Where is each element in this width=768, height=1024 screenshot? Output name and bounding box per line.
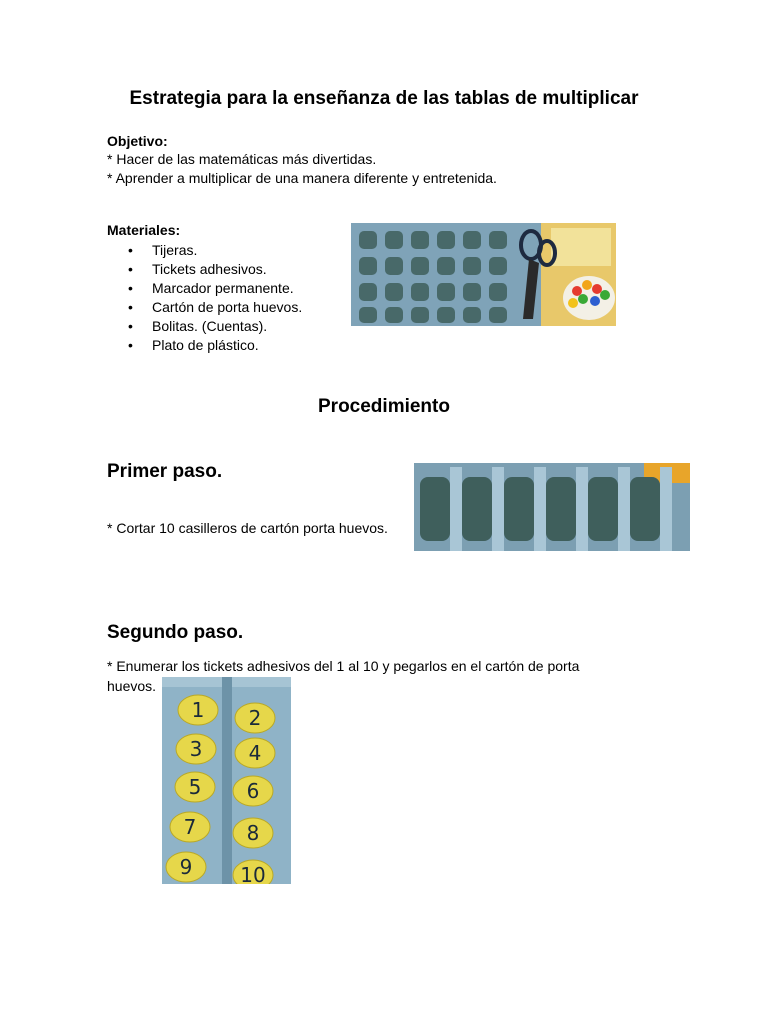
materials-photo	[351, 223, 616, 326]
list-item	[107, 317, 302, 336]
tray-number: 4	[248, 741, 262, 765]
bullet-icon: •	[128, 318, 133, 334]
material-item-label: Bolitas. (Cuentas).	[152, 318, 268, 334]
tray-number: 5	[188, 775, 202, 799]
material-item-label: Cartón de porta huevos.	[152, 299, 303, 315]
material-item-label: Plato de plástico.	[152, 337, 259, 353]
material-item-label: Marcador permanente.	[152, 280, 294, 296]
tray-number: 6	[246, 779, 260, 803]
document-title: Estrategia para la enseñanza de las tablas de multiplicar	[129, 88, 639, 109]
objective-label: Objetivo:	[107, 133, 168, 149]
list-item	[107, 298, 302, 317]
bullet-icon: •	[128, 242, 133, 258]
materials-label: Materiales:	[107, 222, 181, 238]
tray-number: 10	[240, 863, 266, 884]
tray-number: 1	[191, 698, 205, 722]
objective-line-1: * Hacer de las matemáticas más divertidas.	[107, 151, 377, 167]
step-1-text: * Cortar 10 casilleros de cartón porta huevos.	[107, 520, 388, 536]
bullet-icon: •	[128, 337, 133, 353]
step-1-photo	[414, 463, 690, 551]
tray-number: 2	[248, 706, 262, 730]
bullet-icon: •	[128, 280, 133, 296]
bullet-icon: •	[128, 261, 133, 277]
procedure-heading: Procedimiento	[318, 396, 450, 417]
materials-list	[107, 241, 302, 355]
step-2-heading: Segundo paso.	[107, 622, 244, 643]
bullet-icon: •	[128, 299, 133, 315]
tray-number: 8	[246, 821, 260, 845]
step-1-heading: Primer paso.	[107, 461, 223, 482]
step-2-text-line-2: huevos.	[107, 678, 157, 694]
tray-number: 9	[179, 855, 193, 879]
numbered-tray-photo	[162, 677, 291, 884]
list-item	[107, 336, 302, 355]
list-item	[107, 241, 302, 260]
material-item-label: Tickets adhesivos.	[152, 261, 267, 277]
list-item	[107, 260, 302, 279]
list-item	[107, 279, 302, 298]
step-2-text-line-1: * Enumerar los tickets adhesivos del 1 al 10 y pegarlos en el cartón de porta	[107, 658, 580, 674]
objective-line-2: * Aprender a multiplicar de una manera diferente y entretenida.	[107, 170, 497, 186]
material-item-label: Tijeras.	[152, 242, 198, 258]
tray-number: 7	[183, 815, 197, 839]
tray-number: 3	[189, 737, 203, 761]
